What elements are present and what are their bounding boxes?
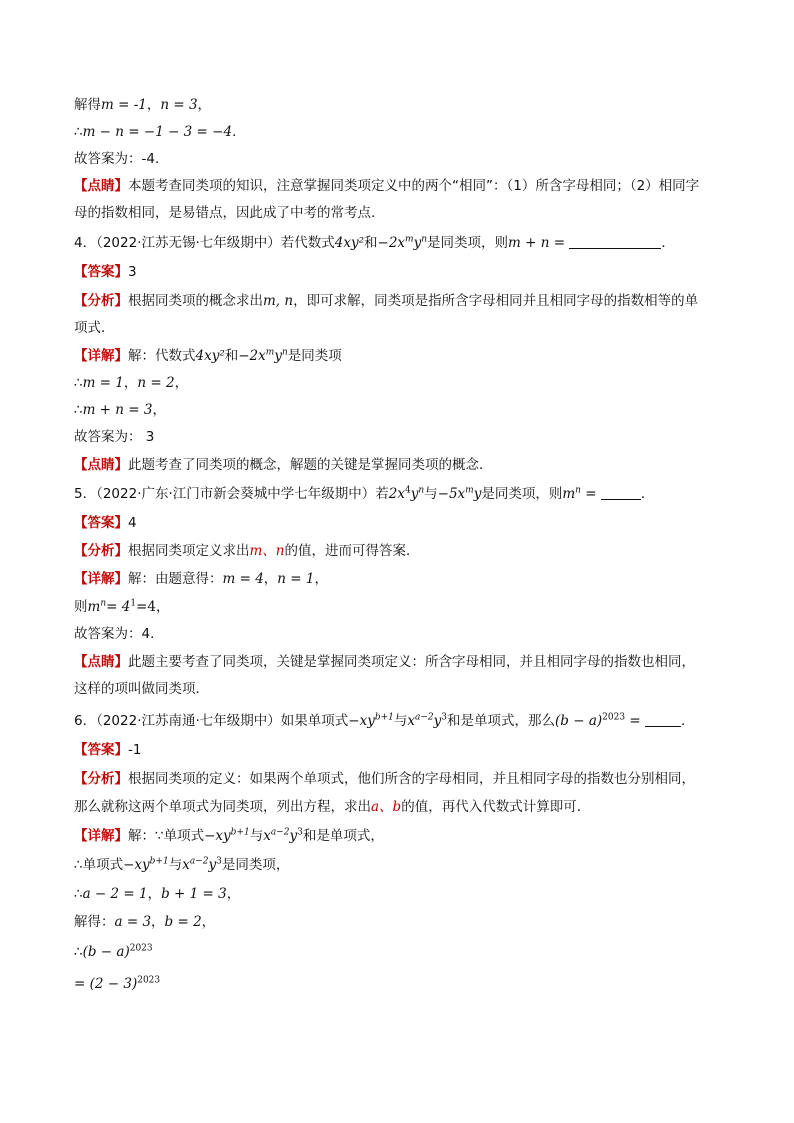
math: 2023 (137, 975, 161, 986)
math: = 4 (106, 599, 131, 615)
comment-line (74, 176, 720, 196)
step-line (74, 373, 720, 393)
math: y (473, 486, 482, 502)
math: a = 3 (114, 914, 152, 930)
math: m (87, 599, 101, 615)
math: −xy (348, 713, 375, 729)
question-6-stem (74, 711, 720, 731)
text: 那么就称这两个单项式为同类项，列出方程，求出 (74, 799, 371, 815)
math: 3 (216, 856, 222, 867)
text: 与 (168, 857, 183, 873)
text: ∴ (74, 402, 83, 418)
text: 此题主要考查了同类项，关键是掌握同类项定义：所含字母相同，并且相同字母的指数也相同， (128, 654, 695, 670)
math: =4 (136, 599, 156, 615)
math: = (2 − 3) (74, 976, 138, 992)
math: 2x (388, 486, 405, 502)
text: 此题考查了同类项的概念，解题的关键是掌握同类项的概念． (128, 457, 493, 473)
math: 1 (130, 598, 137, 609)
math: m (562, 486, 576, 502)
math: 4xy² (334, 235, 365, 251)
step-line (74, 884, 720, 904)
solution-line (74, 95, 720, 115)
text: ， (263, 571, 278, 587)
answer-line: 故答案为：4． (74, 626, 164, 642)
text: 和 (364, 235, 378, 251)
math: m (405, 234, 414, 245)
math: n = 3 (160, 97, 198, 113)
math: 4 (404, 485, 411, 496)
text: 是同类项 (287, 348, 342, 364)
text: ， (155, 599, 170, 615)
math: m − n = −1 − 3 = −4 (82, 124, 233, 140)
math: n (575, 485, 581, 496)
analysis-tag: 【分析】 (74, 293, 128, 309)
text: ， (152, 402, 166, 418)
step-line (74, 597, 720, 617)
text: 与 (249, 828, 264, 844)
text: 与 (424, 486, 438, 502)
math: n (421, 234, 428, 245)
text: 5．（2022·广东·江门市新会葵城中学七年级期中）若 (74, 486, 389, 502)
math: 3 (297, 827, 303, 838)
text: ， (201, 914, 216, 930)
detail-tag: 【详解】 (74, 828, 128, 844)
text: 与 (393, 713, 408, 729)
text: ∴ (74, 944, 83, 960)
text: ， (151, 914, 165, 930)
math: (b − a) (555, 713, 603, 729)
comment-line (74, 652, 720, 672)
answer-blank[interactable] (569, 234, 661, 249)
text: ∴单项式 (74, 857, 124, 873)
solution-line (74, 122, 720, 142)
math: b + 1 = 3 (161, 886, 227, 902)
text: 和是单项式，那么 (447, 713, 556, 729)
detail-tag: 【详解】 (74, 348, 128, 364)
math: −2x (377, 235, 406, 251)
text: 根据同类项的概念求出 (128, 293, 263, 309)
math: y (413, 235, 422, 251)
comment-line: 母的指数相同，是易错点，因此成了中考的常考点． (74, 205, 385, 221)
math: y (208, 857, 217, 873)
math: m = 4 (222, 571, 264, 587)
text: ， (146, 97, 161, 113)
text: 6．（2022·江苏南通·七年级期中）如果单项式 (74, 713, 349, 729)
analysis-tag: 【分析】 (74, 771, 128, 787)
text: ， (147, 886, 162, 902)
text: 是同类项，则 (427, 235, 509, 251)
comment-tag: 【点睛】 (74, 178, 128, 194)
math: a−2 (415, 712, 434, 723)
text: ， (314, 571, 328, 587)
math: = (580, 486, 597, 502)
math: b+1 (374, 712, 394, 723)
math: m = 1 (82, 375, 124, 391)
math: b = 2 (164, 914, 202, 930)
text: 解：由题意得： (128, 571, 223, 587)
answer-blank[interactable] (645, 712, 681, 727)
detail-line (74, 346, 720, 366)
analysis-line: 项式． (74, 320, 115, 336)
step-line (74, 855, 720, 875)
answer-tag: 【答案】 (74, 515, 128, 531)
math: n (281, 347, 288, 358)
answer-tag: 【答案】 (74, 264, 128, 280)
comment-tag: 【点睛】 (74, 654, 128, 670)
math: a − 2 = 1 (82, 886, 148, 902)
math: x (407, 713, 415, 729)
text: 解：∵单项式 (128, 828, 205, 844)
text: 解得 (74, 97, 101, 113)
math: n = 1 (277, 571, 315, 587)
answer-line (74, 740, 720, 760)
text: ， (123, 375, 138, 391)
math: (b − a) (82, 944, 130, 960)
text: 根据同类项的定义：如果两个单项式，他们所含的字母相同，并且相同字母的指数也分别相同， (128, 771, 695, 787)
step-line (74, 912, 720, 932)
step-line (74, 400, 720, 420)
analysis-line (74, 541, 720, 561)
text: ∴ (74, 375, 83, 391)
detail-tag: 【详解】 (74, 571, 128, 587)
math: x (263, 828, 271, 844)
math: m, n (263, 293, 294, 309)
question-5-stem (74, 484, 720, 504)
math: 4xy² (195, 348, 225, 364)
math: x (182, 857, 190, 873)
math: = (625, 713, 641, 729)
text: 3 (128, 264, 137, 280)
text: -1 (128, 742, 142, 758)
math: −xy (123, 857, 150, 873)
text: 是同类项，则 (481, 486, 563, 502)
text: 是同类项， (221, 857, 290, 873)
math: n (418, 485, 425, 496)
text: 4．（2022·江苏无锡·七年级期中）若代数式 (74, 235, 335, 251)
math: m (265, 347, 275, 358)
math: 2023 (129, 943, 153, 954)
text: 根据同类项定义求出 (128, 543, 250, 559)
math: n = 2 (137, 375, 175, 391)
math: m (465, 485, 474, 496)
math: m、n (249, 543, 285, 559)
analysis-line (74, 769, 720, 789)
text: ． (680, 713, 695, 729)
math: y (289, 828, 298, 844)
text: 解得： (74, 914, 115, 930)
math: −2x (238, 348, 266, 364)
text: ， (197, 97, 212, 113)
answer-tag: 【答案】 (74, 742, 128, 758)
text: 的值，进而可得答案． (284, 543, 420, 559)
step-line (74, 974, 720, 994)
comment-tag: 【点睛】 (74, 457, 128, 473)
step-line (74, 942, 720, 962)
math: y (274, 348, 282, 364)
comment-line: 这样的项叫做同类项． (74, 681, 209, 697)
answer-line: 故答案为： 3 (74, 429, 155, 445)
math: m + n = (508, 235, 566, 251)
text: 则 (74, 599, 88, 615)
answer-line (74, 262, 720, 282)
math: m = -1 (101, 97, 147, 113)
math: y (410, 486, 419, 502)
question-4-stem (74, 233, 720, 253)
text: 本题考查同类项的知识，注意掌握同类项定义中的两个“相同”：（1）所含字母相同；（2）相同字 (128, 178, 700, 194)
math: a、b (371, 799, 402, 815)
answer-blank[interactable] (601, 485, 641, 500)
text: ， (174, 375, 189, 391)
answer-line (74, 513, 720, 533)
math: b+1 (149, 856, 169, 867)
math: y (433, 713, 442, 729)
math: a−2 (189, 856, 209, 867)
text: ． (661, 235, 675, 251)
text: 4 (128, 515, 137, 531)
math: 3 (441, 712, 448, 723)
analysis-line (74, 797, 720, 817)
text: 和是单项式， (302, 828, 384, 844)
comment-line (74, 455, 720, 475)
detail-line (74, 569, 720, 589)
text: 和 (224, 348, 239, 364)
text: ． (232, 124, 246, 140)
math: −xy (204, 828, 231, 844)
answer-line: 故答案为：-4． (74, 151, 169, 167)
text: ∴ (74, 886, 83, 902)
math: b+1 (230, 827, 250, 838)
text: ，即可求解，同类项是指所含字母相同并且相同字母的指数相等的单 (293, 293, 699, 309)
math: −5x (437, 486, 466, 502)
math: m + n = 3 (82, 402, 153, 418)
text: ． (640, 486, 655, 502)
analysis-line (74, 291, 720, 311)
analysis-tag: 【分析】 (74, 543, 128, 559)
math: a−2 (270, 827, 290, 838)
text: ∴ (74, 124, 83, 140)
text: ， (226, 886, 241, 902)
text: 的值，再代入代数式计算即可． (401, 799, 591, 815)
detail-line (74, 826, 720, 846)
math: n (100, 598, 107, 609)
text: 解：代数式 (128, 348, 196, 364)
math: 2023 (602, 712, 626, 723)
